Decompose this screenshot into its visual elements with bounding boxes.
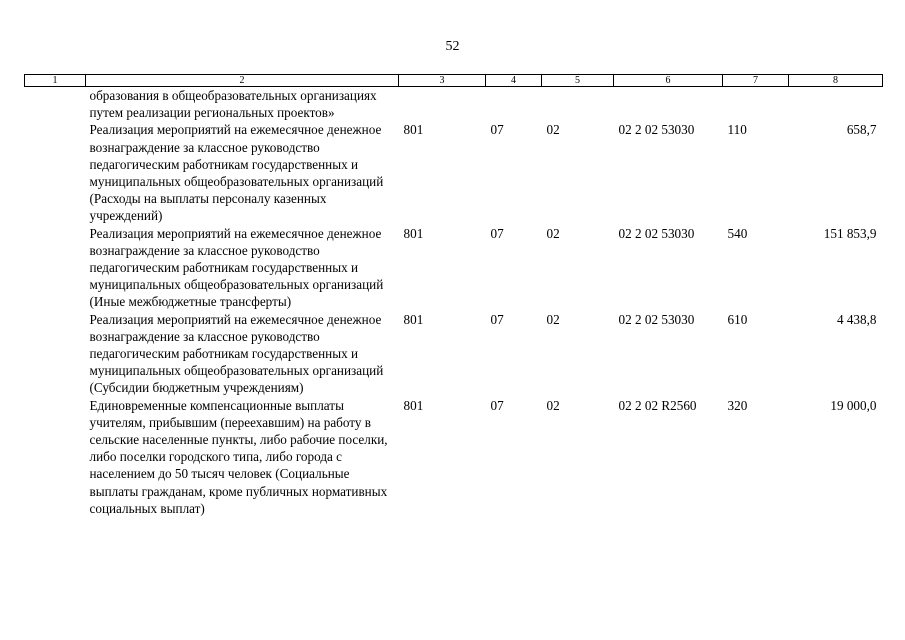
header-col-4: 4	[486, 75, 542, 87]
row-subsection-code: 02	[546, 225, 560, 241]
row-section-code: 07	[490, 122, 504, 138]
page-number: 52	[445, 39, 460, 54]
table-row	[25, 311, 883, 397]
table-row	[25, 87, 883, 122]
budget-table	[24, 74, 883, 517]
header-col-6: 6	[614, 75, 723, 87]
row-description: Реализация мероприятий на ежемесячное денежное вознаграждение за классное руководство педагогическим работникам государственных и муниципальных общеобразовательных организаций (Расходы на выплаты персоналу казенных учреждений)	[89, 122, 384, 224]
row-ministry-code	[399, 87, 486, 122]
row-ministry-code: 801	[403, 225, 424, 241]
row-subsection-code: 02	[546, 311, 560, 327]
table-row	[25, 225, 883, 311]
row-description: Единовременные компенсационные выплаты учителям, прибывшим (переехавшим) на работу в сельские населенные пункты, либо рабочие поселки, либо поселки городского типа, либо города с населением до 50 тысяч человек (Социальные выплаты гражданам, кроме публичных нормативных социальных выплат)	[89, 397, 388, 516]
row-expense-type: 320	[727, 397, 748, 413]
header-col-1: 1	[25, 75, 86, 87]
row-target-article: 02 2 02 53030	[618, 225, 695, 241]
row-ministry-code: 801	[403, 397, 424, 413]
table-row	[25, 397, 883, 517]
row-subsection-code	[542, 87, 614, 122]
row-subsection-code: 02	[546, 397, 560, 413]
row-amount: 151 853,9	[823, 225, 877, 241]
row-description: образования в общеобразовательных организациях путем реализации региональных проектов»	[89, 88, 377, 121]
row-expense-type: 540	[727, 225, 748, 241]
row-expense-type: 110	[727, 122, 747, 138]
row-section-code: 07	[490, 397, 504, 413]
row-target-article	[614, 87, 723, 122]
header-col-2: 2	[86, 75, 399, 87]
row-amount	[789, 87, 883, 122]
row-target-article: 02 2 02 53030	[618, 311, 695, 327]
row-target-article: 02 2 02 53030	[618, 122, 695, 138]
table-row	[25, 121, 883, 224]
row-section-code	[486, 87, 542, 122]
header-col-5: 5	[542, 75, 614, 87]
row-amount: 658,7	[846, 122, 877, 138]
row-target-article: 02 2 02 R2560	[618, 397, 697, 413]
row-section-code: 07	[490, 311, 504, 327]
row-section-code: 07	[490, 225, 504, 241]
row-amount: 4 438,8	[836, 311, 877, 327]
row-description: Реализация мероприятий на ежемесячное денежное вознаграждение за классное руководство педагогическим работникам государственных и муниципальных общеобразовательных организаций (Субсидии бюджетным учреждениям)	[89, 311, 384, 396]
row-subsection-code: 02	[546, 122, 560, 138]
row-description: Реализация мероприятий на ежемесячное денежное вознаграждение за классное руководство педагогическим работникам государственных и муниципальных общеобразовательных организаций (Иные межбюджетные трансферты)	[89, 225, 384, 310]
row-expense-type: 610	[727, 311, 748, 327]
row-ministry-code: 801	[403, 122, 424, 138]
header-col-3: 3	[399, 75, 486, 87]
header-col-8: 8	[789, 75, 883, 87]
row-ministry-code: 801	[403, 311, 424, 327]
header-row	[25, 75, 883, 87]
row-expense-type	[723, 87, 789, 122]
header-col-7: 7	[723, 75, 789, 87]
row-amount: 19 000,0	[830, 397, 877, 413]
